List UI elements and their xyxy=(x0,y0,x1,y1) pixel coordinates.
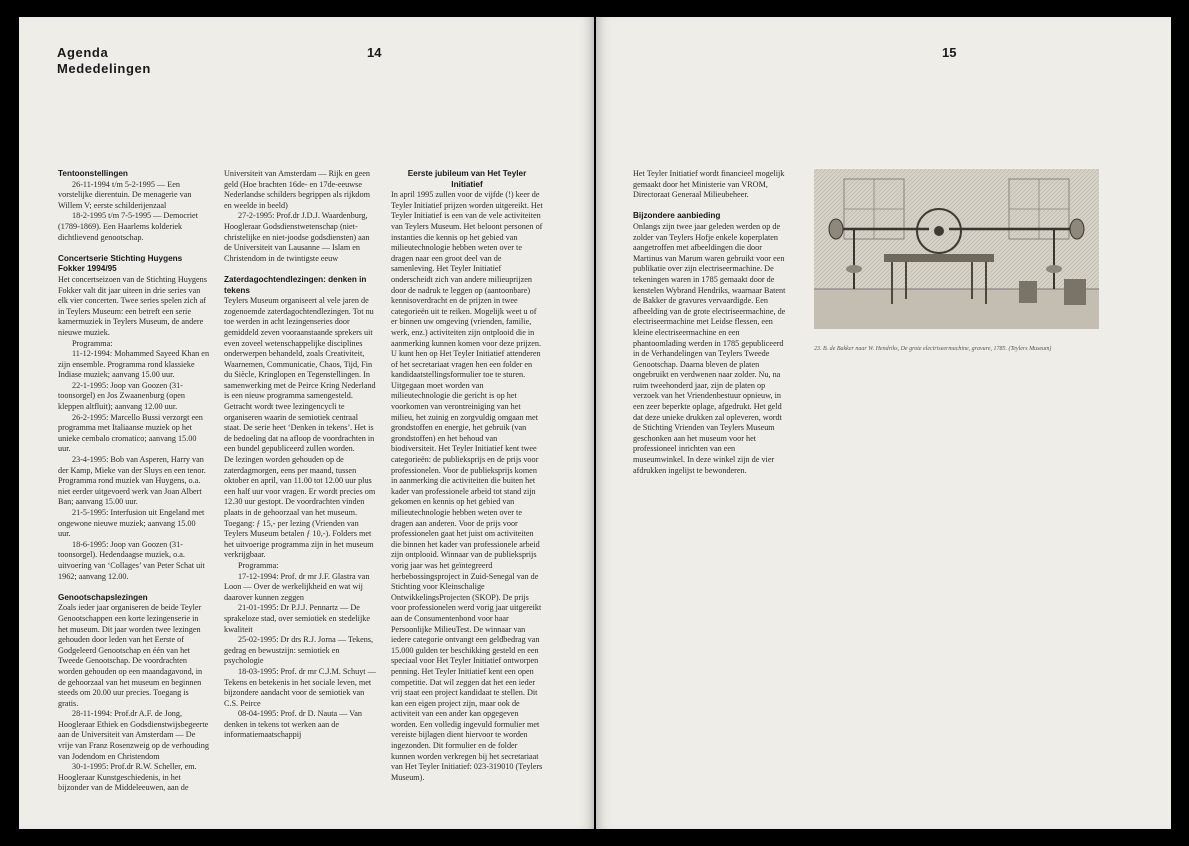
paragraph: 18-03-1995: Prof. dr mr C.J.M. Schuyt — Tekens en betekenis in het sociale leven, met bijzondere aandacht voor de semiotiek van C.S. Peirce xyxy=(224,666,376,708)
paragraph: Programma: xyxy=(72,338,113,348)
paragraph: 23-4-1995: Bob van Asperen, Harry van der Kamp, Mieke van der Sluys en een tenor. Programma rond muziek van Huygens, o.a. niet eerder uitgevoerd werk van Joan Albert Ban; aanvang 15.00 uur. xyxy=(58,455,206,507)
left-page xyxy=(19,17,594,829)
section-title-line1: Agenda xyxy=(57,45,109,60)
spacer xyxy=(224,264,376,275)
paragraph: Teylers Museum organiseert al vele jaren de zogenoemde zaterdagochtendlezingen. Tot nu toe werden in acht lezingenseries door gemiddeld zeven vooraanstaande sprekers uit even zoveel wetenschappelijke disciplines onderwerpen behandeld, zoals Creativiteit, Waarnemen, Communicatie, Chaos, Tijd, Fin du Siècle, Kringlopen en Tegenstellingen. In samenwerking met de Peirce Kring Nederland is een nieuw programma samengesteld. Getracht wordt twee lezingencycli te organiseren waarin de semiotiek centraal staat. De serie heet ‘Denken in tekens’. Het is de bedoeling dat na afloop de voordrachten in een bundel gepubliceerd zullen worden. xyxy=(224,296,376,454)
section-heading: Zaterdagochtendlezingen: denken in tekens xyxy=(224,274,367,295)
spacer xyxy=(58,582,210,593)
paragraph: 28-11-1994: Prof.dr A.F. de Jong, Hoogleraar Ethiek en Godsdienstwijsbegeerte aan de Universiteit van Amsterdam — De vrije van Franz Rosenzweig op de verhouding van Jodendom en Christendom xyxy=(58,709,209,761)
page-number-left: 14 xyxy=(367,45,382,60)
paragraph: 21-5-1995: Interfusion uit Engeland met ongewone nieuwe muziek; aanvang 15.00 uur. xyxy=(58,508,205,539)
paragraph: 30-1-1995: Prof.dr R.W. Scheller, em. Hoogleraar Kunstgeschiedenis, in het bijzonder van de Middeleeuwen, aan de xyxy=(58,762,197,793)
paragraph: Programma: xyxy=(238,560,279,570)
paragraph: Het Teyler Initiatief wordt financieel mogelijk gemaakt door het Ministerie van VROM, Directoraat Generaal Milieubeheer. xyxy=(633,169,785,200)
paragraph: 22-1-1995: Joop van Goozen (31-toonsorgel) en Jos Zwaanenburg (open kleppen altfluit); aanvang 12.00 uur. xyxy=(58,380,186,412)
section-heading: Bijzondere aanbieding xyxy=(633,211,721,221)
section-heading: Eerste jubileum van Het Teyler Initiatief xyxy=(407,169,527,189)
section-title xyxy=(57,45,151,77)
paragraph: 08-04-1995: Prof. dr D. Nauta — Van denken in tekens tot werken aan de informatiemaatschappij xyxy=(224,709,363,740)
left-column-2 xyxy=(224,169,376,741)
spacer xyxy=(58,243,210,254)
paragraph: 26-2-1995: Marcello Bussi verzorgt een programma met Italiaanse muziek op het unieke cembalo cromatico; aanvang 15.00 uur. xyxy=(58,412,203,454)
paragraph: 18-2-1995 t/m 7-5-1995 — Democriet (1789-1869). Een Haarlems kolderiek dichtlievend genootschap. xyxy=(58,211,198,242)
spacer xyxy=(633,201,786,212)
paragraph: Universiteit van Amsterdam — Rijk en geen geld (Hoe brachten 16de- en 17de-eeuwse Nederlandse schilders begrippen als rijkdom en weelde in beeld) xyxy=(224,169,370,210)
section-heading: Genootschapslezingen xyxy=(58,592,148,602)
paragraph: 25-02-1995: Dr drs R.J. Jorna — Tekens, gedrag en bewustzijn: semiotiek en psychologie xyxy=(224,635,374,666)
section-heading: Concertserie Stichting Huygens Fokker 1994/95 xyxy=(58,253,183,274)
left-column-3 xyxy=(391,169,543,783)
electrical-machine-engraving-image xyxy=(814,169,1099,329)
paragraph: 18-6-1995: Joop van Goozen (31-toonsorgel). Hedendaagse muziek, o.a. uitvoering van ‘Collages’ van Peter Schat uit 1962; aanvang 12.00. xyxy=(58,539,205,581)
paragraph: Zoals ieder jaar organiseren de beide Teyler Genootschappen een korte lezingenserie in het museum. Dit jaar worden twee lezingen gehouden door leden van het Eerste of Godgeleerd Genootschap en één van het Tweede Genootschap. De voordrachten worden gehouden op een maandagavond, in de gehoorzaal van het museum en beginnen steeds om 20.00 uur precies. Toegang is gratis. xyxy=(58,603,203,708)
paragraph: 17-12-1994: Prof. dr mr J.F. Glastra van Loon — Over de werkelijkheid en wat wij daarover kunnen zeggen xyxy=(224,571,370,602)
engraving-figure xyxy=(814,169,1099,329)
right-column-1 xyxy=(633,169,786,476)
paragraph: Het concertseizoen van de Stichting Huygens Fokker valt dit jaar uiteen in drie series van elk vier concerten. Twee series spelen zich af in Teylers Museum: een betreft een serie kamermuziek in Teylers Museum, de andere nieuwe muziek. xyxy=(58,274,207,337)
left-column-1 xyxy=(58,169,210,794)
paragraph: In april 1995 zullen voor de vijfde (!) keer de Teyler Initiatief prijzen worden uitgereikt. Het Teyler Initiatief is een van de vele activiteiten van Teylers Museum. Het beloont personen of instanties die kennis op het gebied van milieutechnologie hebben weten over te dragen naar een groot deel van de samenleving. Het Teyler Initiatief onderscheidt zich van andere milieuprijzen door de nadruk te leggen op (aantoonbare) kennisoverdracht en de prijzen in twee categorieën uit te reiken. Mogelijk weet u of er binnen uw omgeving (vrienden, familie, werk, enz.) activiteiten zijn ontplooid die in aanmerking kunnen komen voor deze prijzen. U kunt hen op Het Teyler Initiatief attenderen of het secretariaat vragen hen een folder en kandidaatstellingsformulier toe te sturen. Uitgegaan moet worden van milieutechnologie die gericht is op het voorkomen van verontreiniging van het milieu, het zuinig en zorgvuldig omgaan met grondstoffen en energie, het gebruik (van grondstoffen) en het behoud van biodiversiteit. Het Teyler Initiatief kent twee categorieën: de publieksprijs en de prijs voor professionelen. Voor de publieksprijs komen in aanmerking die activiteiten die buiten het kader van professionele arbeid tot stand zijn gekomen en kennis op het gebied van milieutechnologie hebben weten over te dragen aan anderen. Voor de prijs voor professionelen gaat het juist om activiteiten die binnen het kader van professionele arbeid zijn ontplooid. Winnaar van de publieksprijs vorig jaar was het geïntegreerd herbebossingsproject in Zuid-Senegal van de Stichting voor Kleinschalige OntwikkelingsProjecten (SKOP). De prijs voor professionelen werd vorig jaar uitgereikt aan de Consumentenbond voor haar Persoonlijke MilieuTest. De winnaar van iedere categorie ontvangt een geldbedrag van 15.000 gulden ter beschikking gesteld en een speciaal voor Het Teyler Initiatief ontworpen penning. Het Teyler Initiatief kent een open competitie. Dat wil zeggen dat het een ieder vrij staat een project kandidaat te stellen. Dit kan een eigen project zijn, maar ook de activiteit van een ander kan opgegeven worden. Een volledig ingevuld formulier met vereiste bijlagen dient hiervoor te worden ingezonden. Dit formulier en de folder kunnen worden verkregen bij het secretariaat van Het Teyler Initiatief: 023-319010 (Teylers Museum). xyxy=(391,190,543,782)
paragraph: 11-12-1994: Mohammed Sayeed Khan en zijn ensemble. Programma rond klassieke Indiase muziek; aanvang 15.00 uur. xyxy=(58,349,210,380)
figure-caption: 23. B. de Bakker naar W. Hendriks, De grote electriseermachine, gravure, 1785. (Teylers Museum) xyxy=(814,346,1052,352)
page-number-right: 15 xyxy=(942,45,957,60)
paragraph: 21-01-1995: Dr P.J.J. Pennartz — De sprakeloze stad, over semiotiek en stedelijke kwaliteit xyxy=(224,603,370,634)
right-page xyxy=(596,17,1171,829)
paragraph: Onlangs zijn twee jaar geleden werden op de zolder van Teylers Hofje enkele koperplaten aangetroffen met afbeeldingen die door Martinus van Marum waren gebruikt voor een publikatie over zijn electriseermachine. De tekeningen waren in 1785 gemaakt door de kenstelen Wybrand Hendriks, waarnaar Batent de Bakker de gravures vervaardigde. Een afbeelding van de grote electriseermachine, de electriseermachine met Leidse flessen, een kleine electriseermachine en een phantoomlading werden in 1785 gepubliceerd in de Verhandelingen van Teylers Tweede Genootschap. Daarna bleven de platen ongebruikt en verdwenen naar zolder. Nu, na ruim tweehonderd jaar, zijn de platen op verzoek van het Vriendenbestuur opnieuw, in een zeer beperkte oplage, afgedrukt. Het geld dat deze unieke drukken zal opleveren, wordt de Stichting Vrienden van Teylers Museum geschonken aan het museum voor het professioneel inrichten van een museumwinkel. In deze winkel zijn de vier afdrukken ingelijst te bewonderen. xyxy=(633,221,786,475)
paragraph: 27-2-1995: Prof.dr J.D.J. Waardenburg, Hoogleraar Godsdienstwetenschap (niet-christelijke en niet-joodse godsdiensten) aan de Universiteit van Lausanne — Islam en Christendom in de twintigste eeuw xyxy=(224,211,370,263)
section-title-line2: Mededelingen xyxy=(57,61,151,76)
paragraph: De lezingen worden gehouden op de zaterdagmorgen, eens per maand, tussen oktober en april, van 11.00 tot 12.00 uur plus een half uur voor vragen. Er wordt precies om 12.30 uur gestopt. De voordrachten vinden plaats in de gehoorzaal van het museum. Toegang: ƒ 15,- per lezing (Vrienden van Teylers Museum betalen ƒ 10,-). Folders met het uitvoerige programma zijn in het museum verkrijgbaar. xyxy=(224,455,376,560)
paragraph: 26-11-1994 t/m 5-2-1995 — Een vorstelijke dierentuin. De menagerie van Willem V; eerste schilderijenzaal xyxy=(58,179,192,210)
section-heading: Tentoonstellingen xyxy=(58,169,128,178)
